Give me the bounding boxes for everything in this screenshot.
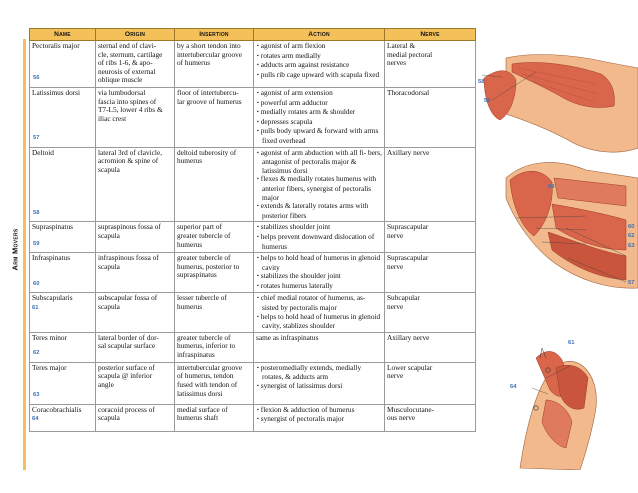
nerve-cell (385, 253, 476, 293)
section-side-bar (23, 39, 26, 470)
origin-line: scapula (98, 261, 120, 271)
back-illustration (506, 162, 638, 288)
action-cell (254, 147, 385, 222)
nerve-cell (385, 332, 476, 362)
callout-60: 60 (628, 224, 635, 230)
action-item: ▪ agonist of arm flexion (256, 42, 382, 52)
action-item: ▪ synergist of latissimus dorsi (256, 382, 382, 392)
muscle-number: 57 (33, 134, 40, 141)
insertion-line: humerus, posterior to (177, 261, 240, 271)
table-row (30, 88, 476, 148)
action-item: ▪ pulls rib cage upward with scapula fixed (256, 71, 382, 81)
insertion-line: humerus (177, 239, 203, 249)
table-row (30, 404, 476, 431)
origin-line: scapula @ inferior (98, 371, 153, 381)
muscle-name-cell (30, 88, 96, 148)
action-item: ▪ extends & laterally rotates arms with posterior fibers (256, 202, 382, 220)
action-item: ▪ synergist of pectoralis major (256, 415, 382, 425)
nerve-line: nerve (387, 371, 404, 381)
nerve-cell (385, 222, 476, 253)
muscle-number: 60 (33, 280, 40, 287)
action-item: ▪ chief medial rotator of humerus, as- sisted by pectoralis major (256, 294, 382, 312)
insertion-line: humerus (177, 302, 203, 312)
callout-57: 57 (628, 280, 635, 286)
insertion-line: intertubercular groove (177, 49, 243, 59)
origin-line: scapula (98, 164, 120, 174)
arm-muscle-illustrations (476, 28, 638, 470)
action-item: ▪ adducts arm against resistance (256, 61, 382, 71)
muscle-number: 62 (33, 350, 40, 357)
insertion-line: humerus shaft (177, 413, 219, 423)
origin-cell (96, 332, 175, 362)
section-side-label (8, 28, 22, 470)
insertion-cell (175, 293, 254, 332)
insertion-line: intertubercular groove (177, 362, 243, 372)
action-item: ▪ powerful arm adductor (256, 99, 382, 109)
insertion-cell (175, 404, 254, 431)
origin-line: posterior surface of (98, 362, 155, 372)
action-cell (254, 88, 385, 148)
origin-line: infraspinous fossa of (98, 253, 159, 263)
insertion-cell (175, 362, 254, 404)
muscle-name: Pectoralis major (32, 41, 80, 50)
muscle-name-cell (30, 332, 96, 362)
nerve-cell (385, 88, 476, 148)
nerve-line: Musculocutane- (387, 404, 435, 414)
callout-61: 61 (568, 340, 575, 346)
chest-illustration (482, 55, 638, 153)
action-item: ▪ stabilizes shoulder joint (256, 223, 382, 233)
action-item: ▪ flexion & adduction of humerus (256, 406, 382, 416)
insertion-line: lar groove of humerus (177, 96, 242, 106)
table-row (30, 362, 476, 404)
callout-58: 58 (478, 79, 485, 85)
muscle-number: 56 (33, 75, 40, 82)
table-row (30, 147, 476, 222)
origin-line: oblique muscle (98, 75, 143, 85)
muscle-name: Subscapularis (32, 293, 73, 303)
callout-64: 64 (510, 384, 517, 390)
origin-line: scapula (98, 413, 120, 423)
action-item: ▪ pulls body upward & forward with arms fixed overhead (256, 127, 382, 145)
origin-line: fascia into spines of (98, 96, 157, 106)
nerve-cell (385, 404, 476, 431)
action-item: ▪ posteromedially extends, medially rotates, & adducts arm (256, 364, 382, 382)
action-cell (254, 362, 385, 404)
nerve-line: Axillary nerve (387, 147, 430, 157)
action-cell (254, 293, 385, 332)
muscle-name: Teres major (32, 362, 67, 372)
insertion-cell (175, 222, 254, 253)
insertion-line: of humerus (177, 58, 211, 68)
muscle-name: Coracobrachialis (32, 404, 82, 414)
origin-line: angle (98, 380, 114, 390)
muscle-name-cell (30, 41, 96, 88)
muscle-name: Infraspinatus (32, 253, 71, 263)
muscle-number: 59 (33, 240, 40, 247)
origin-line: neurosis of external (98, 66, 156, 76)
origin-cell (96, 88, 175, 148)
callout-62: 62 (628, 233, 635, 239)
nerve-cell (385, 293, 476, 332)
origin-line: scapula (98, 230, 120, 240)
insertion-line: floor of intertubercu- (177, 88, 239, 97)
origin-line: via lumbodorsal (98, 88, 146, 97)
table-row (30, 293, 476, 332)
table-row (30, 41, 476, 88)
origin-line: lateral border of dor- (98, 332, 159, 342)
nerve-line: Subcapular (387, 293, 420, 303)
origin-line: of ribs 1-6, & apo- (98, 58, 153, 68)
action-item: ▪ rotates arm medially (256, 52, 382, 62)
origin-line: iliac crest (98, 113, 127, 123)
table-row (30, 332, 476, 362)
nerve-line: Suprascapular (387, 222, 429, 232)
muscle-name: Deltoid (32, 147, 54, 157)
insertion-line: humerus, inferior to (177, 341, 236, 351)
nerve-cell (385, 362, 476, 404)
table-row (30, 222, 476, 253)
insertion-line: deltoid tuberosity of (177, 147, 237, 157)
action-list (256, 149, 382, 221)
origin-cell (96, 41, 175, 88)
action-cell (254, 41, 385, 88)
nerve-line: medial pectoral (387, 49, 433, 59)
insertion-line: by a short tendon into (177, 41, 241, 50)
origin-line: T7-L5, lower 4 ribs & (98, 105, 163, 115)
header-name: Name (30, 29, 96, 41)
origin-line: coracoid process of (98, 404, 155, 414)
table-row (30, 253, 476, 293)
action-item: ▪ flexes & medially rotates humerus with anterior fibers, synergist of pectoralis major (256, 175, 382, 202)
action-item: ▪ agonist of arm abduction with all fi- bers, antagonist of pectoralis major & latissimus dorsi (256, 149, 382, 176)
muscle-name: Teres minor (32, 332, 67, 342)
muscle-name-cell (30, 362, 96, 404)
origin-line: cle, sternum, cartilage (98, 49, 163, 59)
header-nerve: Nerve (385, 29, 476, 41)
muscle-name-cell (30, 222, 96, 253)
action-cell (254, 253, 385, 293)
insertion-line: infraspinatus (177, 350, 215, 360)
origin-cell (96, 253, 175, 293)
insertion-line: lesser tubercle of (177, 293, 227, 303)
insertion-line: greater tubercle of (177, 230, 231, 240)
action-list (256, 294, 382, 330)
origin-cell (96, 222, 175, 253)
nerve-line: nerves (387, 58, 407, 68)
origin-cell (96, 404, 175, 431)
muscle-number: 58 (33, 209, 40, 216)
muscle-name-cell (30, 253, 96, 293)
action-item: ▪ helps to hold head of humerus in glenoid cavity, stablizes shoulder (256, 313, 382, 331)
insertion-line: of humerus, tendon (177, 371, 234, 381)
origin-line: sal scapular surface (98, 341, 156, 351)
arm-illustration (520, 348, 596, 470)
action-item: ▪ medially rotates arm & shoulder (256, 108, 382, 118)
action-list (256, 223, 382, 251)
action-item: ▪ helps to hold head of humerus in glenoid cavity (256, 254, 382, 272)
origin-line: supraspinous fossa of (98, 222, 161, 232)
action-list (256, 254, 382, 291)
action-list (256, 89, 382, 146)
muscle-number: 63 (33, 392, 40, 399)
muscle-name: Supraspinatus (32, 222, 73, 232)
insertion-line: superior part of (177, 222, 222, 232)
insertion-line: greater tubercle of (177, 332, 231, 342)
nerve-line: Lower scapular (387, 362, 433, 372)
action-cell (254, 222, 385, 253)
nerve-line: Thoracodorsal (387, 88, 430, 97)
origin-line: sternal end of clavi- (98, 41, 157, 50)
muscle-name: Latissimus dorsi (32, 88, 81, 97)
muscle-table (29, 28, 476, 432)
muscle-name-cell (30, 147, 96, 222)
action-item: ▪ helps prevent downward dislocation of humerus (256, 233, 382, 251)
insertion-line: supraspinatus (177, 270, 217, 280)
nerve-line: nerve (387, 302, 404, 312)
insertion-line: medial surface of (177, 404, 228, 414)
nerve-line: ous nerve (387, 413, 416, 423)
origin-cell (96, 293, 175, 332)
muscle-name-cell (30, 404, 96, 431)
origin-cell (96, 147, 175, 222)
action-cell (254, 404, 385, 431)
origin-line: scapula (98, 302, 120, 312)
insertion-cell (175, 253, 254, 293)
origin-line: subscapular fossa of (98, 293, 158, 303)
insertion-cell (175, 147, 254, 222)
illustration-svg (476, 28, 638, 470)
nerve-line: Lateral & (387, 41, 416, 50)
action-item: ▪ stabilizes the shoulder joint (256, 272, 382, 282)
table-header-row (30, 29, 476, 41)
nerve-line: nerve (387, 230, 404, 240)
insertion-line: greater tubercle of (177, 253, 231, 263)
insertion-cell (175, 332, 254, 362)
action-item: ▪ agonist of arm extension (256, 89, 382, 99)
action-list (256, 42, 382, 80)
nerve-line: Suprascapular (387, 253, 429, 263)
nerve-cell (385, 147, 476, 222)
callout-63: 63 (628, 243, 635, 249)
side-label-text: Arm Movers (10, 227, 20, 271)
header-insertion: Insertion (175, 29, 254, 41)
header-origin: Origin (96, 29, 175, 41)
origin-line: lateral 3rd of clavicle, (98, 147, 163, 157)
callout-56: 56 (484, 98, 491, 104)
nerve-cell (385, 41, 476, 88)
insertion-line: latissimus dorsi (177, 388, 223, 398)
muscle-number: 64 (32, 416, 39, 423)
muscle-number: 61 (32, 305, 39, 312)
insertion-line: fused with tendon of (177, 380, 238, 390)
action-item: ▪ depresses scapula (256, 118, 382, 128)
action-list (256, 406, 382, 425)
origin-line: acromion & spine of (98, 156, 159, 166)
nerve-line: Axillary nerve (387, 332, 430, 342)
action-cell (254, 332, 385, 362)
action-text: same as infraspinatus (256, 332, 319, 342)
nerve-line: nerve (387, 261, 404, 271)
header-action: Action (254, 29, 385, 41)
insertion-line: humerus (177, 156, 203, 166)
origin-cell (96, 362, 175, 404)
action-item: ▪ rotates humerus laterally (256, 282, 382, 292)
insertion-cell (175, 41, 254, 88)
callout-59: 59 (548, 184, 555, 190)
insertion-cell (175, 88, 254, 148)
muscle-name-cell (30, 293, 96, 332)
action-list (256, 364, 382, 392)
